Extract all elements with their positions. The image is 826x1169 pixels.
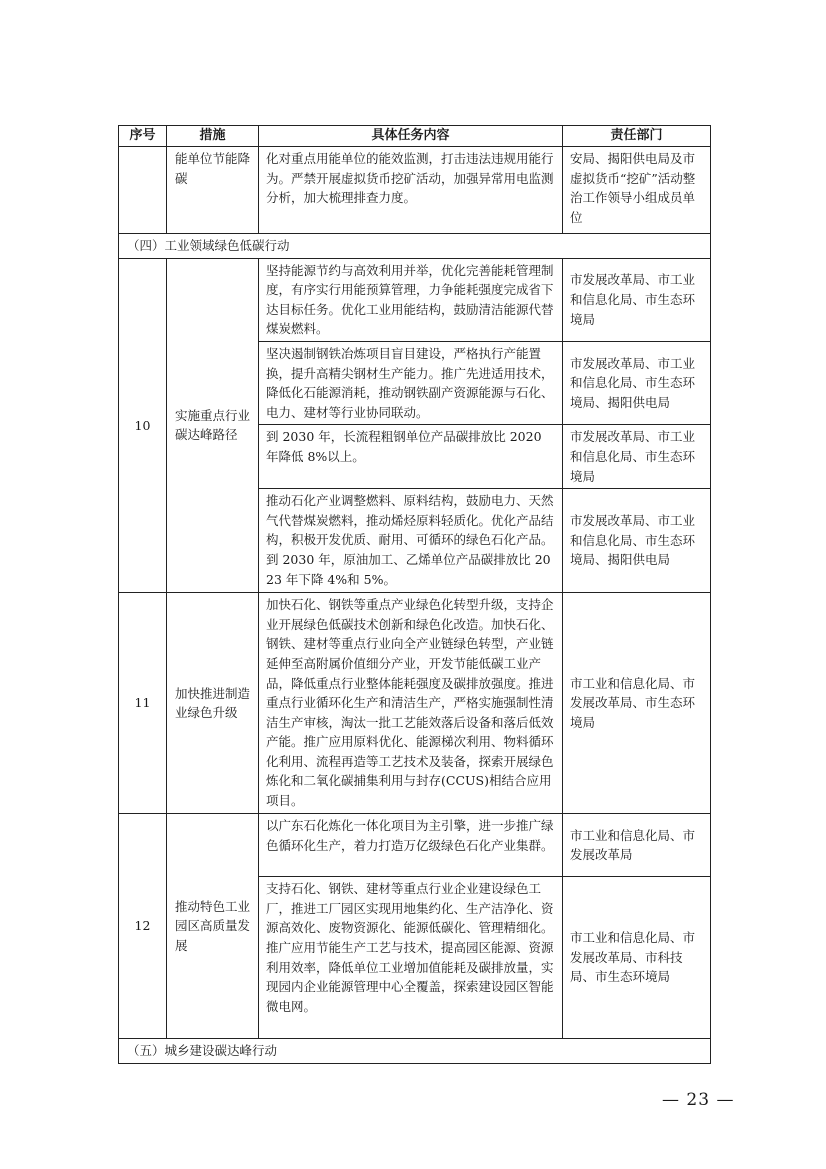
dept-cell: 市发展改革局、市工业和信息化局、市生态环境局 [563, 425, 711, 489]
document-page [118, 125, 710, 1064]
page-number: — 23 — [662, 1090, 735, 1110]
section-title: （五）城乡建设碳达峰行动 [119, 1039, 711, 1064]
measure-cell: 实施重点行业碳达峰路径 [167, 258, 259, 593]
header-dept: 责任部门 [563, 126, 711, 147]
content-cell: 坚持能源节约与高效利用并举，优化完善能耗管理制度，有序实行用能预算管理，力争能耗强度完成省下达目标任务。优化工业用能结构，鼓励清洁能源代替煤炭燃料。 [259, 258, 563, 341]
dept-cell: 安局、揭阳供电局及市虚拟货币“挖矿”活动整治工作领导小组成员单位 [563, 147, 711, 234]
content-cell: 坚决遏制钢铁冶炼项目盲目建设，严格执行产能置换，提升高精尖钢材生产能力。推广先进适用技术，降低化石能源消耗，推动钢铁副产资源能源与石化、电力、建材等行业协同联动。 [259, 341, 563, 424]
content-cell: 化对重点用能单位的能效监测，打击违法违规用能行为。严禁开展虚拟货币挖矿活动，加强异常用电监测分析，加大梳理排查力度。 [259, 147, 563, 234]
seq-cell: 10 [119, 258, 167, 593]
table-row [119, 814, 711, 877]
dept-cell: 市工业和信息化局、市发展改革局 [563, 814, 711, 877]
content-cell: 支持石化、钢铁、建材等重点行业企业建设绿色工厂，推进工厂园区实现用地集约化、生产洁净化、资源高效化、废物资源化、能源低碳化、管理精细化。推广应用节能生产工艺与技术，提高园区能源、资源利用效率，降低单位工业增加值能耗及碳排放量，实现园内企业能源管理中心全覆盖，探索建设园区智能微电网。 [259, 877, 563, 1039]
content-cell: 到 2030 年，长流程粗钢单位产品碳排放比 2020 年降低 8%以上。 [259, 425, 563, 489]
dept-cell: 市发展改革局、市工业和信息化局、市生态环境局、揭阳供电局 [563, 489, 711, 593]
measure-cell: 推动特色工业园区高质量发展 [167, 814, 259, 1039]
seq-cell: 12 [119, 814, 167, 1039]
measure-cell: 能单位节能降碳 [167, 147, 259, 234]
table-row [119, 147, 711, 234]
table-row [119, 258, 711, 341]
measure-cell: 加快推进制造业绿色升级 [167, 593, 259, 814]
section-title: （四）工业领域绿色低碳行动 [119, 234, 711, 259]
dept-cell: 市工业和信息化局、市发展改革局、市科技局、市生态环境局 [563, 877, 711, 1039]
header-measure: 措施 [167, 126, 259, 147]
table-header-row [119, 126, 711, 147]
seq-cell: 11 [119, 593, 167, 814]
dept-cell: 市发展改革局、市工业和信息化局、市生态环境局 [563, 258, 711, 341]
dept-cell: 市发展改革局、市工业和信息化局、市生态环境局、揭阳供电局 [563, 341, 711, 424]
content-cell: 推动石化产业调整燃料、原料结构，鼓励电力、天然气代替煤炭燃料，推动烯烃原料轻质化。优化产品结构，积极开发优质、耐用、可循环的绿色石化产品。到 2030 年，原油加工、乙烯单位产品碳排放比 2023 年下降 4%和 5%。 [259, 489, 563, 593]
table-row [119, 593, 711, 814]
seq-cell [119, 147, 167, 234]
header-content: 具体任务内容 [259, 126, 563, 147]
task-table [118, 125, 711, 1064]
content-cell: 加快石化、钢铁等重点产业绿色化转型升级，支持企业开展绿色低碳技术创新和绿色化改造。加快石化、钢铁、建材等重点行业向全产业链绿色转型，产业链延伸至高附属价值细分产业，开发节能低碳工业产品，降低重点行业整体能耗强度及碳排放强度。推进重点行业循环化生产和清洁生产，严格实施强制性清洁生产审核，淘汰一批工艺能效落后设备和落后低效产能。推广应用原料优化、能源梯次利用、物料循环化利用、流程再造等工艺技术及装备，探索开展绿色炼化和二氧化碳捕集利用与封存(CCUS)相结合应用项目。 [259, 593, 563, 814]
section-row [119, 1039, 711, 1064]
content-cell: 以广东石化炼化一体化项目为主引擎，进一步推广绿色循环化生产，着力打造万亿级绿色石化产业集群。 [259, 814, 563, 877]
dept-cell: 市工业和信息化局、市发展改革局、市生态环境局 [563, 593, 711, 814]
section-row [119, 234, 711, 259]
header-seq: 序号 [119, 126, 167, 147]
